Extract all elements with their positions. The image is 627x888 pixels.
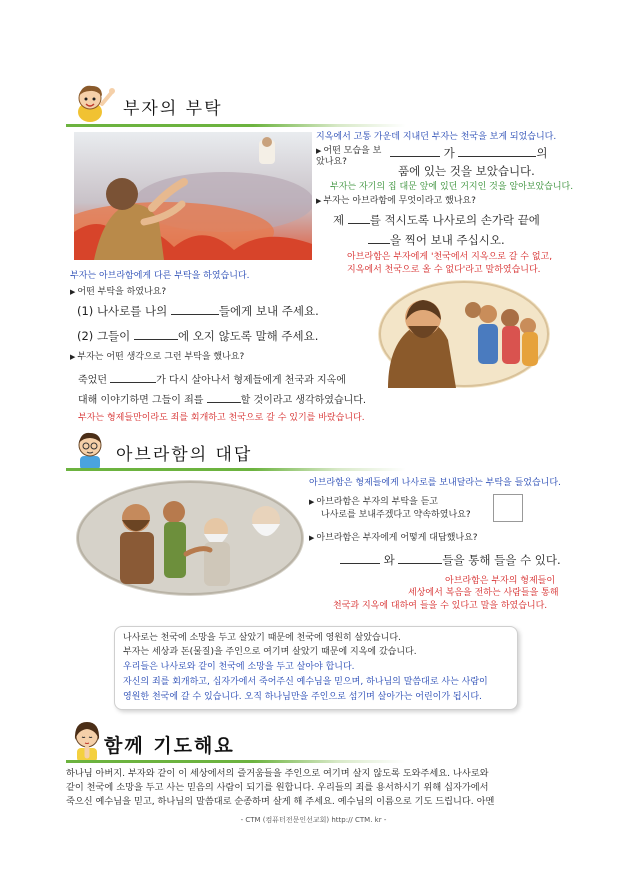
section3-header xyxy=(66,718,386,766)
section2-answer-1: 아브라함은 부자의 형제들이 xyxy=(445,576,556,586)
footer: - CTM (컴퓨터전문인선교회) http:// CTM. kr - xyxy=(240,816,387,824)
q2-blank-2[interactable] xyxy=(368,234,390,244)
section2-divider xyxy=(66,468,406,471)
abraham-illustration xyxy=(76,480,304,596)
section2-q2-label: ▶ 아브라함은 부자에게 어떻게 대답했나요? xyxy=(309,533,478,543)
section2-q2-fill: 와 들을 통해 들을 수 있다. xyxy=(340,553,561,567)
q3-fill-line2: (2) 그들이 에 오지 않도록 말해 주세요. xyxy=(77,329,319,343)
summary-box xyxy=(114,626,518,710)
section1-right-heading: 지옥에서 고통 가운데 지내던 부자는 천국을 보게 되었습니다. xyxy=(316,132,557,142)
q4-blank-1[interactable] xyxy=(110,373,156,383)
section2-title: 아브라함의 대답 xyxy=(116,445,253,465)
arrow-bullet-icon: ▶ xyxy=(309,498,315,506)
q3-blank-2[interactable] xyxy=(134,330,178,340)
q1-label: ▶ 어떤 모습을 보았나요? xyxy=(316,146,382,167)
section2-answer-3: 천국과 지옥에 대하여 들을 수 있다고 말을 하였습니다. xyxy=(333,601,548,611)
summary-line3: 우리들은 나사로와 같이 천국에 소망을 두고 살아야 합니다. xyxy=(123,662,355,672)
brothers-illustration xyxy=(378,280,550,388)
q4-answer: 부자는 형제들만이라도 죄를 회개하고 천국으로 갈 수 있기를 바랐습니다. xyxy=(78,413,365,423)
prayer-line3: 죽으신 예수님을 믿고, 하나님의 말씀대로 순종하며 살게 해 주세요. 예수님의 이름으로 기도 드립니다. 아멘 xyxy=(66,796,495,807)
q2-fill-line2: 을 찍어 보내 주십시오. xyxy=(368,233,505,247)
boy-character-icon xyxy=(68,82,116,124)
q3-label: ▶ 어떤 부탁을 하였나요? xyxy=(70,287,167,297)
q1-blank-2[interactable] xyxy=(458,147,536,157)
boy-with-glasses-icon xyxy=(70,428,110,472)
arrow-bullet-icon: ▶ xyxy=(70,288,76,296)
q3-blank-1[interactable] xyxy=(171,305,219,315)
arrow-bullet-icon: ▶ xyxy=(316,197,322,205)
section2-blank-1[interactable] xyxy=(340,554,380,564)
q2-answer-1: 아브라함은 부자에게 '천국에서 지옥으로 갈 수 없고, xyxy=(347,252,553,262)
q1-answer: 부자는 자기의 집 대문 앞에 있던 거지인 것을 알아보았습니다. xyxy=(330,182,574,192)
rich-man-illustration xyxy=(74,132,312,260)
abraham-and-people-image xyxy=(76,480,304,596)
prayer-line2: 같이 천국에 소망을 두고 사는 믿음의 사람이 되기를 원합니다. 우리들의 죄를 용서하시기 위해 십자가에서 xyxy=(66,782,489,793)
section2-q1: ▶ 아브라함은 부자의 부탁을 듣고 나사로를 보내주겠다고 약속하였나요? xyxy=(309,497,471,520)
rich-man-in-hades-image xyxy=(74,132,312,260)
section1-header xyxy=(66,82,366,127)
q1-fill-line2: 품에 있는 것을 보았습니다. xyxy=(398,164,535,178)
section3-divider xyxy=(66,760,406,763)
brothers-crowd-image xyxy=(378,280,550,388)
summary-line5: 영원한 천국에 갈 수 있습니다. 오직 하나님만을 주인으로 섬기며 살아가는 어린이가 됩시다. xyxy=(123,692,482,702)
section2-answer-2: 세상에서 복음을 전하는 사람들을 통해 xyxy=(408,588,559,598)
q1-blank-1[interactable] xyxy=(390,147,440,157)
summary-line2: 부자는 세상과 돈(물질)을 주인으로 여기며 살았기 때문에 지옥에 갔습니다. xyxy=(123,647,417,657)
arrow-bullet-icon: ▶ xyxy=(316,147,322,155)
section2-right-heading: 아브라함은 형제들에게 나사로를 보내달라는 부탁을 들었습니다. xyxy=(309,478,561,488)
arrow-bullet-icon: ▶ xyxy=(70,353,76,361)
arrow-bullet-icon: ▶ xyxy=(309,534,315,542)
q4-fill-line1: 죽었던 가 다시 살아나서 형제들에게 천국과 지옥에 xyxy=(78,375,346,386)
section1-title: 부자의 부탁 xyxy=(123,99,223,119)
q4-blank-2[interactable] xyxy=(207,393,241,403)
section2-header xyxy=(66,428,386,473)
section1-divider xyxy=(66,124,406,127)
q2-label: ▶ 부자는 아브라함에 무엇이라고 했나요? xyxy=(316,196,476,206)
section3-title: 함께 기도해요 xyxy=(104,735,235,757)
q4-label: ▶ 부자는 어떤 생각으로 그런 부탁을 했나요? xyxy=(70,352,245,362)
q1-fill-line1: 가 의 xyxy=(390,146,548,160)
q2-answer-2: 지옥에서 천국으로 올 수 없다'라고 말하였습니다. xyxy=(347,265,541,275)
section1-left-heading: 부자는 아브라함에게 다른 부탁을 하였습니다. xyxy=(70,271,250,281)
q4-fill-line2: 대해 이야기하면 그들이 죄를 할 것이라고 생각하였습니다. xyxy=(78,395,367,406)
q2-fill-line1: 제 를 적시도록 나사로의 손가락 끝에 xyxy=(333,213,540,227)
yes-no-answer-box[interactable] xyxy=(493,494,523,522)
prayer-line1: 하나님 아버지. 부자와 같이 이 세상에서의 즐거움들을 주인으로 여기며 살지 않도록 도와주세요. 나사로와 xyxy=(66,768,489,779)
q3-fill-line1: (1) 나사로를 나의 들에게 보내 주세요. xyxy=(77,304,319,318)
section2-blank-2[interactable] xyxy=(398,554,442,564)
girl-praying-icon xyxy=(68,718,106,764)
summary-line1: 나사로는 천국에 소망을 두고 살았기 때문에 천국에 영원히 살았습니다. xyxy=(123,633,401,643)
summary-line4: 자신의 죄를 회개하고, 십자가에서 죽어주신 예수님을 믿으며, 하나님의 말씀대로 사는 사람이 xyxy=(123,677,488,687)
q2-blank-1[interactable] xyxy=(348,214,370,224)
